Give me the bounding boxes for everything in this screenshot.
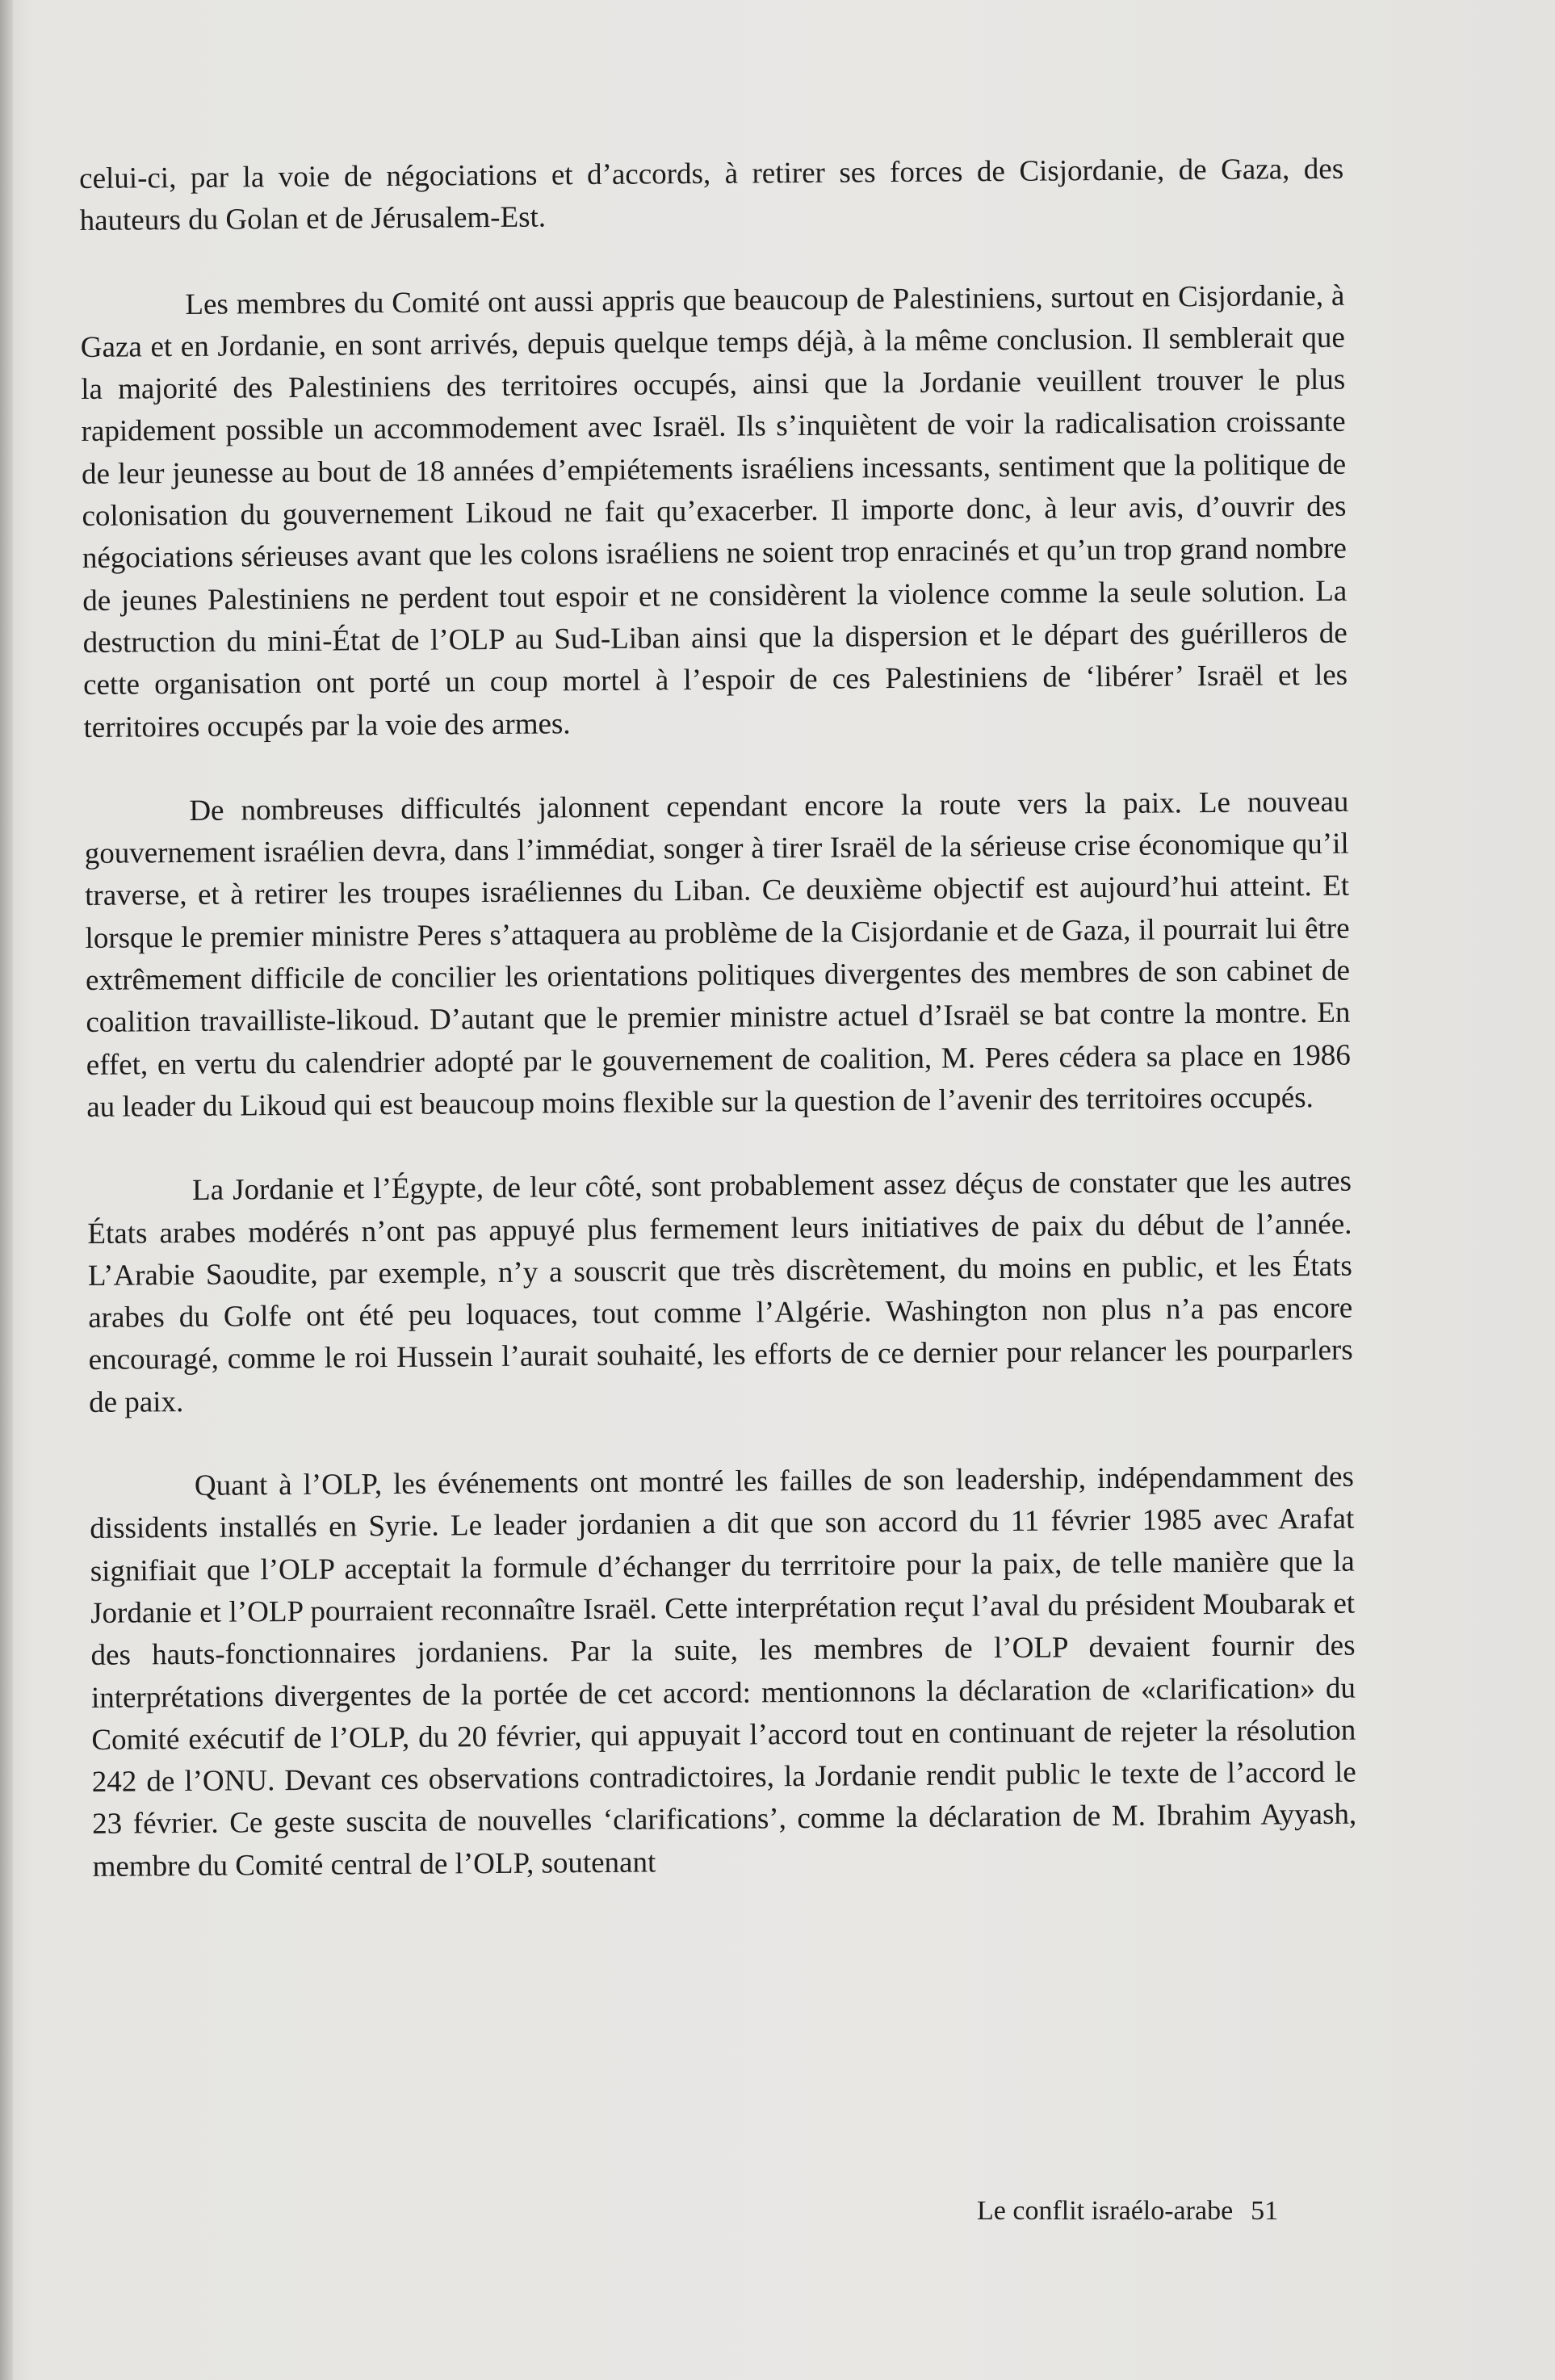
paragraph-olp: Quant à l’OLP, les événements ont montré les failles de son leadership, indépendamment des dissidents installés en Syrie. Le leader jordanien a dit que son accord du 11 février 1985 avec Arafat signifiait que l’OLP acceptait la formule d’échanger du terrritoire pour la paix, de telle manière que la Jordanie et l’OLP pourraient reconnaître Israël. Cette interprétation reçut l’aval du président Moubarak et des hauts-fonctionnaires jordaniens. Par la suite, les membres de l’OLP devaient fournir des interprétations divergentes de la portée de cet accord: mentionnons la déclaration de «clarification» du Comité exécutif de l’OLP, du 20 février, qui appuyait l’accord tout en continuant de rejeter la résolution 242 de l’ONU. Devant ces observations contradictoires, la Jordanie rendit public le texte de l’accord le 23 février. Ce geste suscita de nouvelles ‘clarifications’, comme la déclaration de M. Ibrahim Ayyash, membre du Comité central de l’OLP, soutenant	[90, 1460, 1357, 1883]
page-number: 51	[1251, 2196, 1279, 2226]
paragraph-difficulties: De nombreuses difficultés jalonnent cependant encore la route vers la paix. Le nouveau gouvernement israélien devra, dans l’immédiat, songer à tirer Israël de la sérieuse crise économique qu’il traverse, et à retirer les troupes israéliennes du Liban. Ce deuxième objectif est aujourd’hui atteint. Et lorsque le premier ministre Peres s’attaquera au problème de la Cisjordanie et de Gaza, il pourrait lui être extrêmement difficile de concilier les orientations politiques divergentes des membres de son cabinet de coalition travailliste-likoud. D’autant que le premier ministre actuel d’Israël se bat contre la montre. En effet, en vertu du calendrier adopté par le gouvernement de coalition, M. Peres cédera sa place en 1986 au leader du Likoud qui est beaucoup moins flexible sur la question de l’avenir des territoires occupés.	[84, 785, 1351, 1124]
body-text	[79, 149, 1357, 1930]
running-title: Le conflit israélo-arabe	[977, 2196, 1234, 2226]
paragraph-jordan-egypt: La Jordanie et l’Égypte, de leur côté, sont probablement assez déçus de constater que les autres États arabes modérés n’ont pas appuyé plus fermement leurs initiatives de paix du début de l’année. L’Arabie Saoudite, par exemple, n’y a souscrit que très discrètement, du moins en public, et les États arabes du Golfe ont été peu loquaces, tout comme l’Algérie. Washington non plus n’a pas encore encouragé, comme le roi Hussein l’aurait souhaité, les efforts de ce dernier pour relancer les pourparlers de paix.	[87, 1164, 1353, 1419]
paragraph-committee: Les membres du Comité ont aussi appris que beaucoup de Palestiniens, surtout en Cisjordanie, à Gaza et en Jordanie, en sont arrivés, depuis quelque temps déjà, à la même conclusion. Il semblerait que la majorité des Palestiniens des territoires occupés, ainsi que la Jordanie veuillent trouver le plus rapidement possible un accommodement avec Israël. Ils s’inquiètent de voir la radicalisation croissante de leur jeunesse au bout de 18 années d’empiétements israéliens incessants, sentiment que la politique de colonisation du gouvernement Likoud ne fait qu’exacerber. Il importe donc, à leur avis, d’ouvrir des négociations sérieuses avant que les colons israéliens ne soient trop enracinés et qu’un trop grand nombre de jeunes Palestiniens ne perdent tout espoir et ne considèrent la violence comme la seule solution. La destruction du mini-État de l’OLP au Sud-Liban ainsi que la dispersion et le départ des guérilleros de cette organisation ont porté un coup mortel à l’espoir de ces Palestiniens de ‘libérer’ Israël et les territoires occupés par la voie des armes.	[80, 279, 1348, 744]
page-footer	[977, 2196, 1356, 2227]
binding-shadow	[0, 0, 13, 2380]
paragraph-continuation: celui-ci, par la voie de négociations et d’accords, à retirer ses forces de Cisjordanie, de Gaza, des hauteurs du Golan et de Jérusalem-Est.	[79, 152, 1344, 238]
